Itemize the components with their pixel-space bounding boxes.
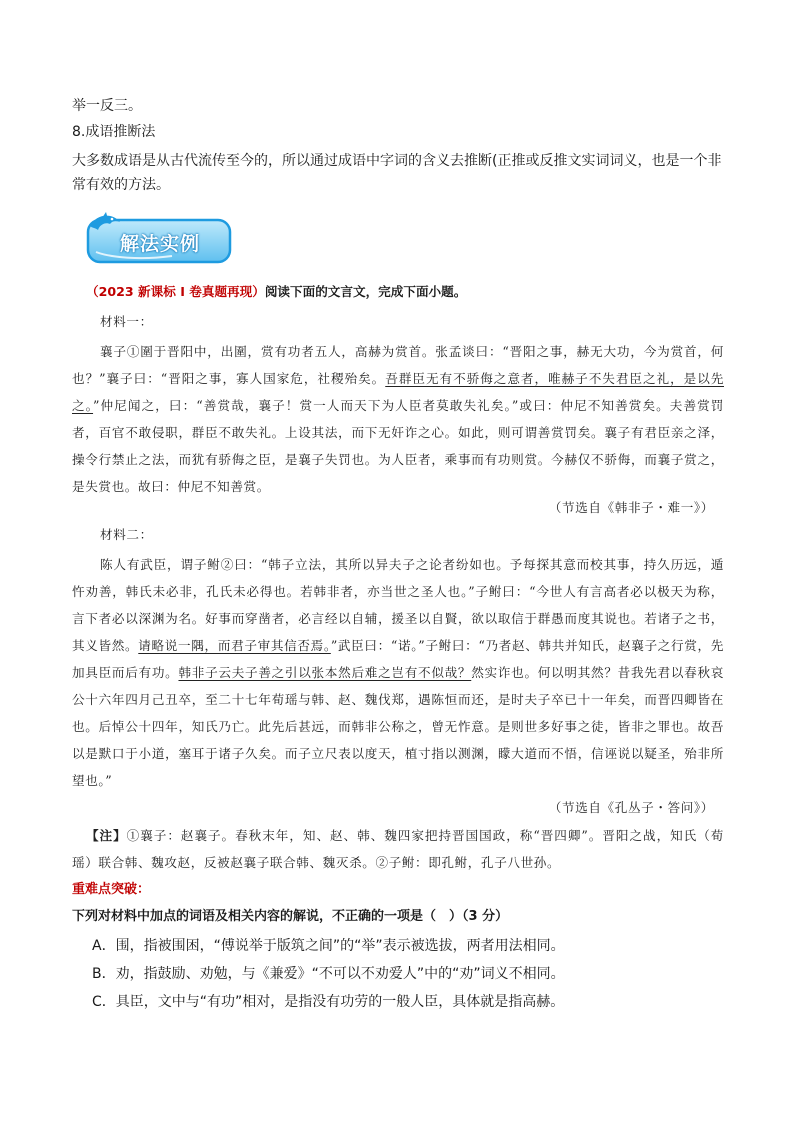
method-heading: 8.成语推断法 <box>72 124 156 140</box>
material1-label: 材料一： <box>100 314 153 329</box>
question-stem: 下列对材料中加点的词语及相关内容的解说，不正确的一项是（ ）（3 分） <box>72 909 509 924</box>
note-text: ①襄子：赵襄子。春秋末年，知、赵、韩、魏四家把持晋国国政，称“晋四卿”。晋阳之战，知氏（荀瑶）联合韩、魏攻赵，反被赵襄子联合韩、魏灭杀。②子鲋：即孔鲋，孔子八世孙。 <box>72 828 724 870</box>
underlined-sentence-2: 请略说一隅，而君子审其信否焉。 <box>138 638 331 653</box>
material1-text: 襄子①圍于晋阳中，出圍，赏有功者五人，高赫为赏首。张孟谈曰：“晋阳之事，赫无大功，今为赏首，何也？”襄子曰：“晋阳之事，寡人国家危，社稷殆矣。吾群臣无有不骄侮之意者，唯赫子不失君臣之礼，是以先之。”仲尼闻之，曰：“善赏哉，襄子！赏一人而天下为人臣者莫敢失礼矣。”或曰：仲尼不知善赏矣。夫善赏罚者，百官不敢侵职，群臣不敢失礼。上设其法，而下无奸诈之心。如此，则可谓善赏罚矣。襄子有君臣亲之泽，操令行禁止之法，而犹有骄侮之臣，是襄子失罚也。为人臣者，乘事而有功则赏。今赫仅不骄侮，而襄子赏之，是失赏也。故曰：仲尼不知善赏。 <box>72 344 724 494</box>
option-a[interactable]: A．围，指被围困，“傅说举于版筑之间”的“举”表示被选拔，两者用法相同。 <box>92 938 565 954</box>
breakthrough-heading: 重难点突破： <box>72 882 151 897</box>
material2-label: 材料二： <box>100 527 153 542</box>
question-header <box>86 282 466 302</box>
underlined-sentence-1: 吾群臣无有不骄侮之意者，唯赫子不失君臣之礼，是以先之。 <box>72 371 724 413</box>
material2-text: 陈人有武臣，谓子鲋②曰：“韩子立法，其所以异夫子之论者纷如也。予每探其意而校其事，持久历远，遁忤劝善，韩氏未必非，孔氏未必得也。若韩非者，亦当世之圣人也。”子鲋曰：“今世人有言高者必以极天为称，言下者必以深渊为名。好事而穿凿者，必言经以自辅，援圣以自賢，欲以取信于群愚而度其说也。若诸子之书，其义皆然。请略说一隅，而君子审其信否焉。”武臣曰：“诺。”子鲋曰：“乃者赵、韩共并知氏，赵襄子之行赏，先加具臣而后有功。韩非子云夫子善之引以张本然后难之岂有不似哉？然实诈也。何以明其然？昔我先君以春秋哀公十六年四月己丑卒，至二十七年荀瑶与韩、赵、魏伐郑，遇陈恒而还，是时夫子卒已十一年矣，而晋四卿皆在也。后悼公十四年，知氏乃亡。此先后甚远，而韩非公称之，曾无怍意。是则世多好事之徒，皆非之罪也。故吾以是默口于小道，塞耳于诸子久矣。而子立尺表以度天，植寸指以测渊，矇大道而不悟，信诬说以疑圣，殆非所望也。” <box>72 557 724 788</box>
question-source: （2023 新课标 I 卷真题再现） <box>86 284 265 299</box>
material2-source: （节选自《孔丛子・答问》） <box>548 800 714 815</box>
underlined-sentence-3: 韩非子云夫子善之引以张本然后难之岂有不似哉？ <box>178 665 472 680</box>
intro-tail: 举一反三。 <box>72 98 142 114</box>
banner-label: 解法实例 <box>120 233 201 255</box>
method-text: 大多数成语是从古代流传至今的，所以通过成语中字词的含义去推断(正推或反推文实词词义，也是一个非常有效的方法。 <box>72 153 722 193</box>
option-c[interactable]: C．具臣，文中与“有功”相对，是指没有功劳的一般人臣，具体就是指高赫。 <box>92 994 565 1010</box>
option-b[interactable]: B．劝，指鼓励、劝勉，与《兼爱》“不可以不劝爱人”中的“劝”词义不相同。 <box>92 966 565 982</box>
note-block <box>72 822 724 876</box>
note-label: 【注】 <box>86 828 127 843</box>
question-intro: 阅读下面的文言文，完成下面小题。 <box>264 284 467 299</box>
solution-example-banner <box>82 212 234 266</box>
material1-source: （节选自《韩非子・难一》） <box>548 500 714 515</box>
